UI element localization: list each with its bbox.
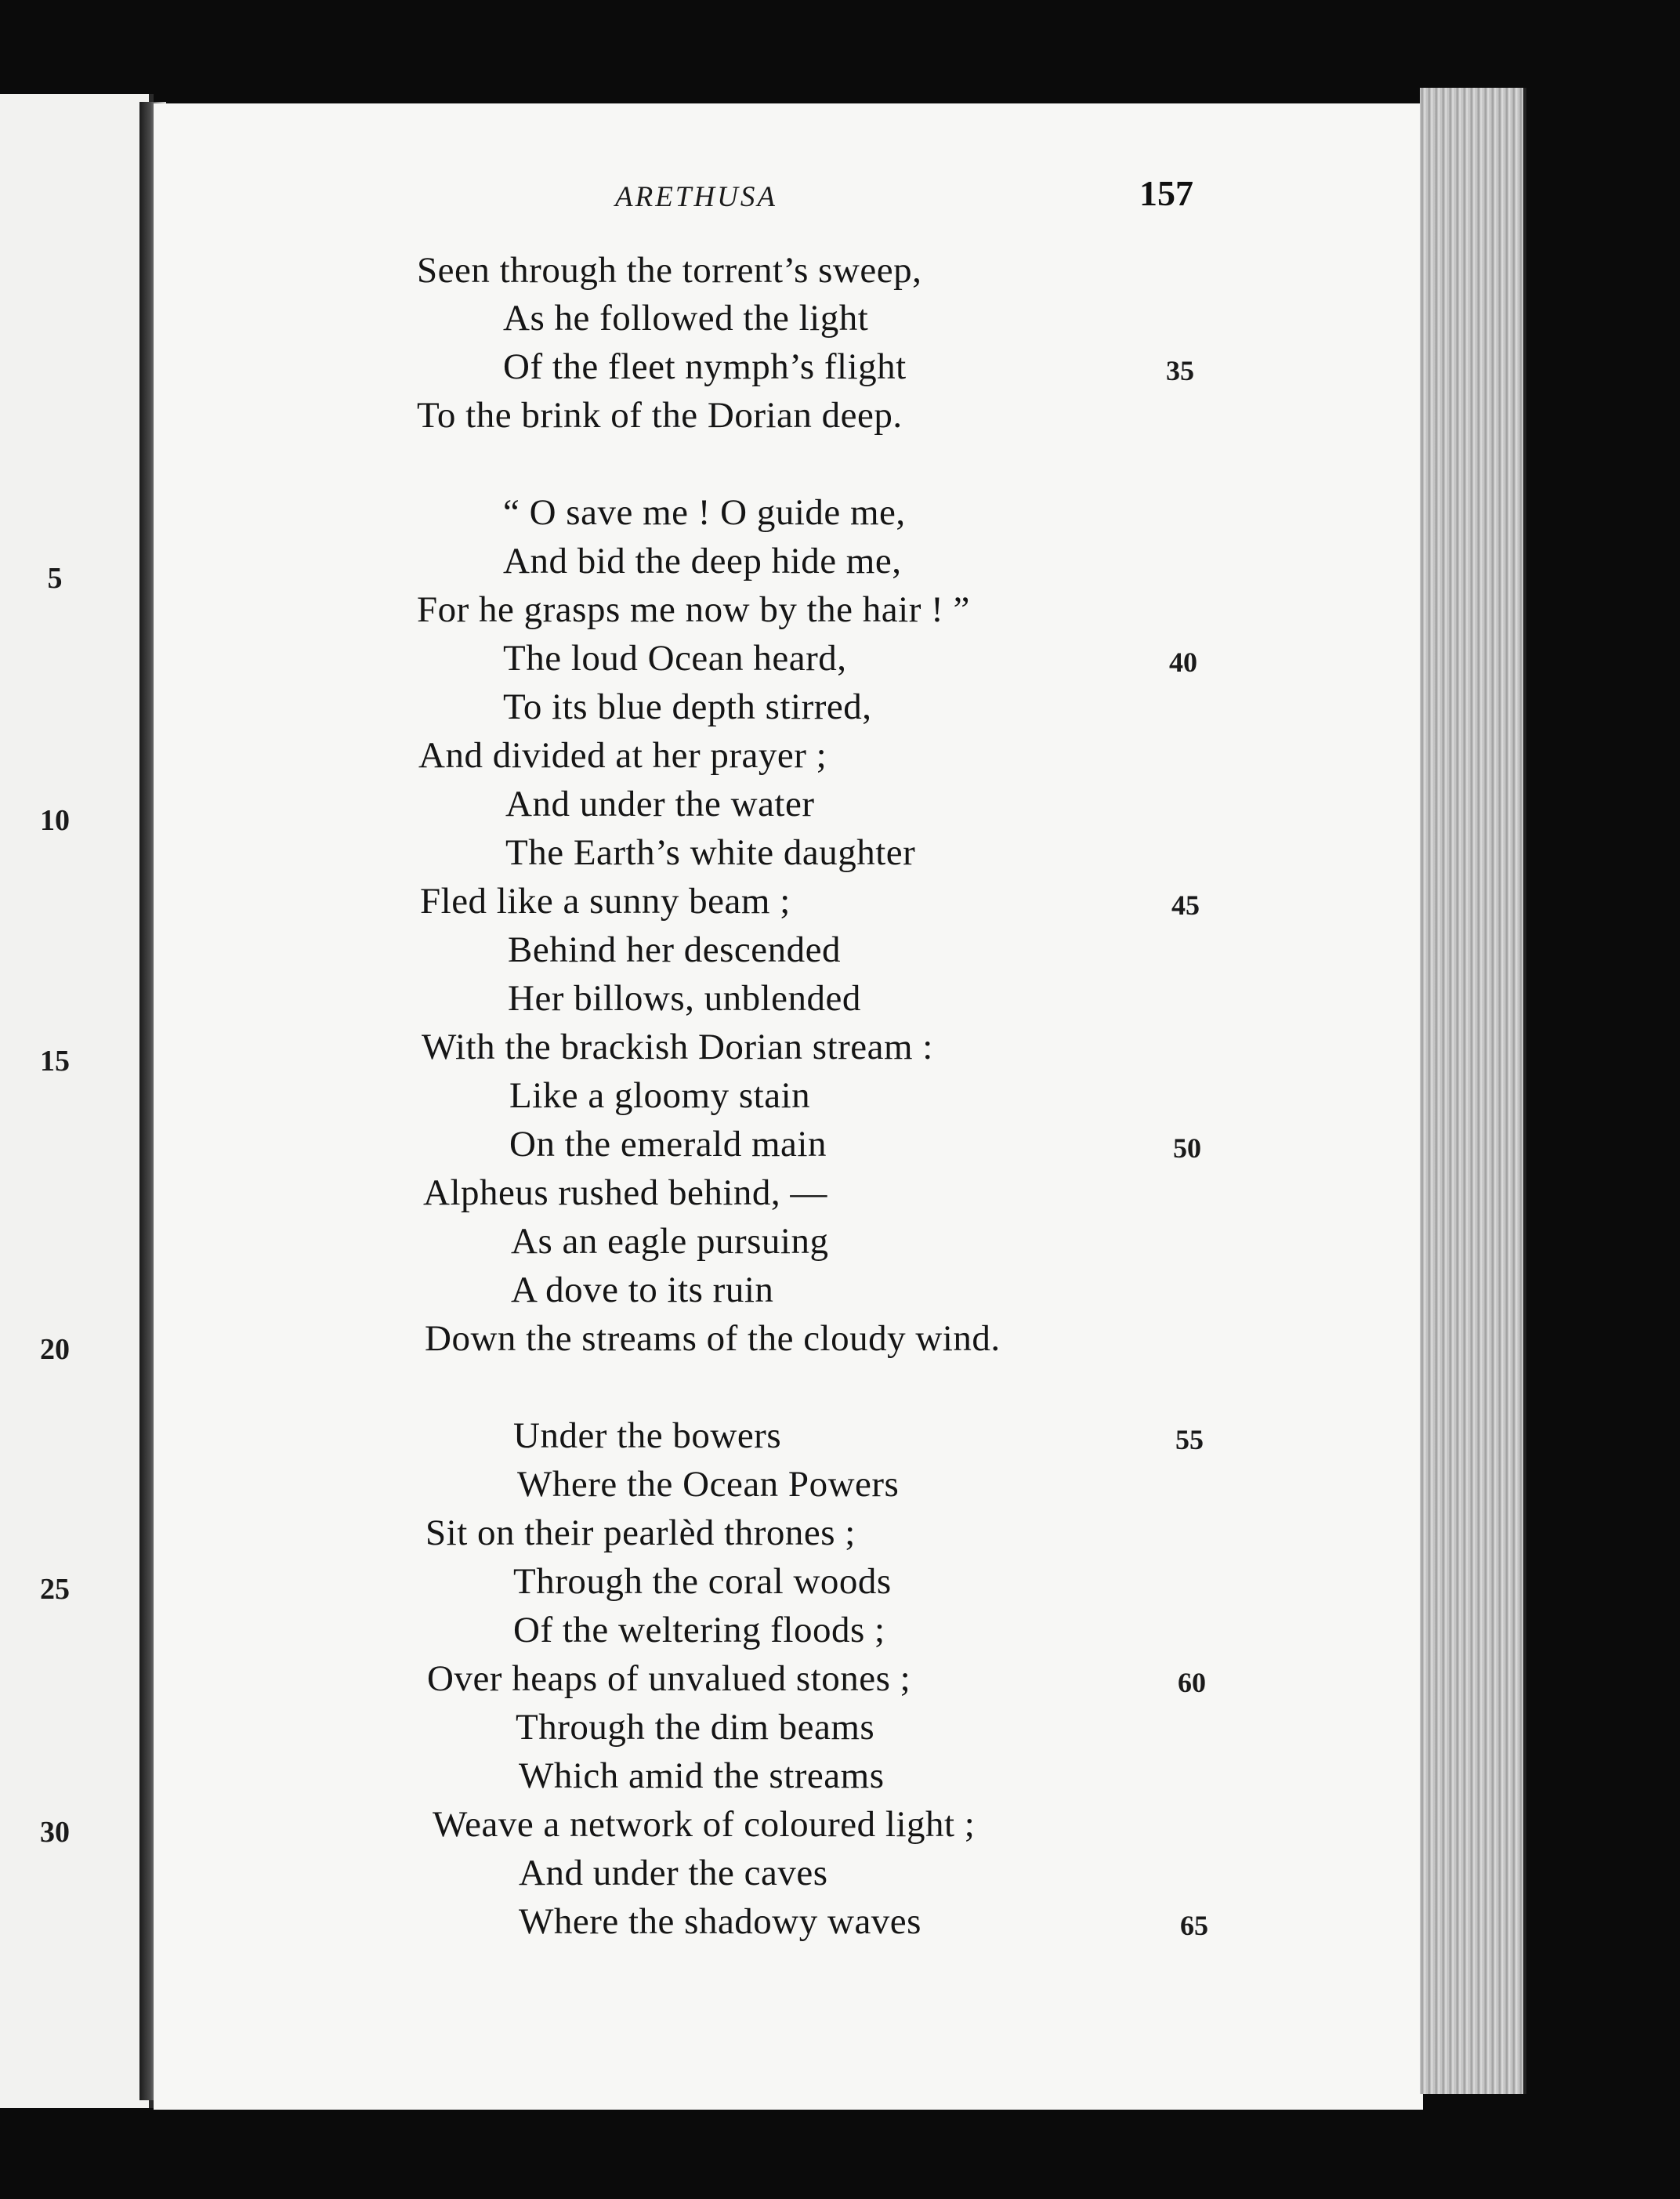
line-number: 45 (1171, 889, 1200, 921)
verse-line: As he followed the light (503, 298, 869, 339)
verse-line: Over heaps of unvalued stones ; (427, 1658, 911, 1699)
verse-line: Of the fleet nymph’s flight (503, 346, 907, 387)
left-line-number: 30 (40, 1816, 70, 1849)
verse-line: Where the shadowy waves (519, 1901, 921, 1942)
verse-line: Through the coral woods (513, 1561, 892, 1602)
verse-line: Down the streams of the cloudy wind. (425, 1318, 1001, 1359)
verse-line: To the brink of the Dorian deep. (417, 395, 903, 436)
verse-line: To its blue depth stirred, (503, 687, 872, 727)
verse-line: On the emerald main (509, 1124, 827, 1165)
line-number: 50 (1173, 1132, 1201, 1164)
verse-line: For he grasps me now by the hair ! ” (417, 589, 970, 630)
verse-line: And under the water (505, 784, 815, 824)
verse-line: Behind her descended (508, 929, 842, 970)
line-number: 65 (1180, 1910, 1208, 1941)
left-line-number: 25 (40, 1573, 70, 1606)
left-line-number: 15 (40, 1045, 70, 1078)
verse-line: A dove to its ruin (511, 1270, 774, 1310)
verse-line: Seen through the torrent’s sweep, (417, 250, 922, 291)
line-number: 55 (1175, 1424, 1204, 1455)
verse-line: “ O save me ! O guide me, (503, 492, 906, 533)
verse-line: Of the weltering floods ; (513, 1610, 885, 1650)
verse-line: Sit on their pearlèd thrones ; (425, 1512, 856, 1553)
page-number: 157 (1139, 173, 1193, 213)
line-number: 40 (1169, 647, 1197, 678)
verse-line: Which amid the streams (519, 1755, 885, 1796)
verse-line: Weave a network of coloured light ; (433, 1804, 976, 1845)
verse-line: Where the Ocean Powers (517, 1464, 900, 1505)
line-number: 60 (1178, 1667, 1206, 1698)
verse-line: With the brackish Dorian stream : (422, 1027, 933, 1067)
verse-line: Alpheus rushed behind, — (423, 1172, 827, 1213)
left-page (0, 94, 154, 2108)
verse-line: Like a gloomy stain (509, 1075, 811, 1116)
verse-line: And under the caves (519, 1853, 828, 1893)
left-line-number: 10 (40, 804, 70, 837)
verse-line: And bid the deep hide me, (503, 541, 902, 581)
verse-line: Her billows, unblended (508, 978, 861, 1019)
page-edges (1420, 88, 1526, 2094)
left-line-number: 5 (47, 562, 63, 595)
verse-line: As an eagle pursuing (511, 1221, 829, 1262)
line-number: 35 (1166, 355, 1194, 386)
verse-line: The Earth’s white daughter (505, 832, 916, 873)
left-line-number: 20 (40, 1333, 70, 1366)
verse-line: Under the bowers (513, 1415, 782, 1456)
verse-line: The loud Ocean heard, (503, 638, 847, 679)
verse-line: And divided at her prayer ; (418, 735, 827, 776)
verse-line: Fled like a sunny beam ; (420, 881, 791, 922)
verse-line: Through the dim beams (516, 1707, 875, 1748)
running-head: ARETHUSA (615, 181, 777, 213)
